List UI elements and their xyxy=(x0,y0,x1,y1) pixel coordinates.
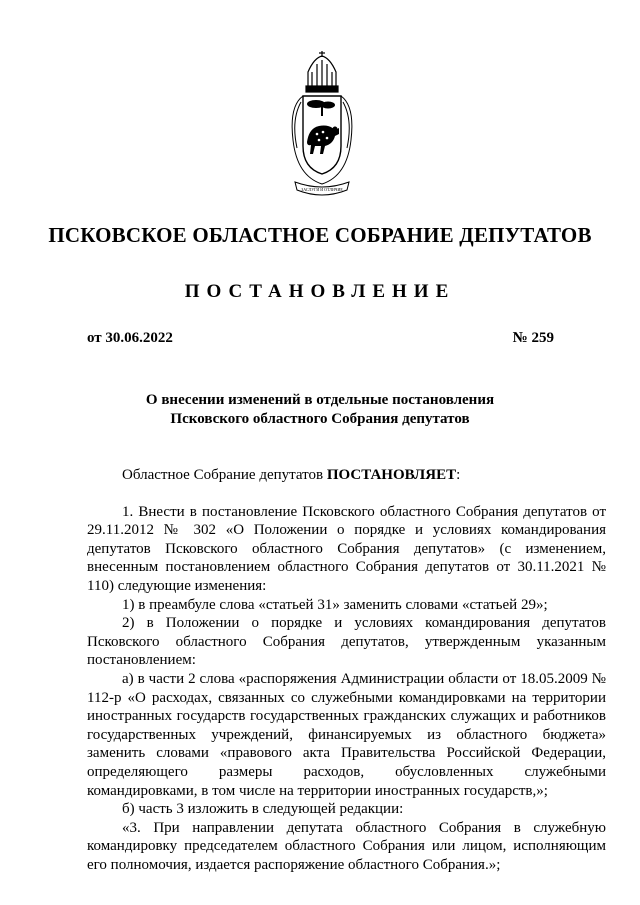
paragraph-item-a: а) в части 2 слова «распоряжения Администрации области от 18.05.2009 № 112-р «О расходах, связанных со служебными командировками на территории иностранных государств государственных гражданских служащих и работников государственных учреждений, финансируемых из областного бюджета» заменить словами «правового акта Правительства Российской Федерации, определяющего размеры расходов, обусловленных служебными командировками, в том числе на территории иностранных государств,»; xyxy=(87,670,606,799)
document-body xyxy=(87,466,606,874)
intro-text: Областное Собрание депутатов xyxy=(122,467,327,483)
paragraph-item-b: б) часть 3 изложить в следующей редакции: xyxy=(122,801,404,818)
paragraph-item-2: 2) в Положении о порядке и условиях командирования депутатов Псковского областного Собрания депутатов, утвержденным указанным постановлением: xyxy=(87,615,606,669)
organization-title: ПСКОВСКОЕ ОБЛАСТНОЕ СОБРАНИЕ ДЕПУТАТОВ xyxy=(48,223,592,247)
intro-paragraph xyxy=(87,466,606,485)
document-number: № 259 xyxy=(512,330,554,346)
document-date: от 30.06.2022 xyxy=(87,330,173,346)
coat-of-arms-icon xyxy=(283,50,361,200)
paragraph-quote-3: «3. При направлении депутата областного Собрания в служебную командировку председателем областного Собрания или лицом, исполняющим его полномочия, издается распоряжение областного Собрания.»; xyxy=(87,819,606,873)
subject-line-2: Псковского областного Собрания депутатов xyxy=(170,411,470,427)
paragraph-1: 1. Внести в постановление Псковского областного Собрания депутатов от 29.11.2012 № 302 «О Положении о порядке и условиях командирования депутатов Псковского областного Собрания депутатов» (с изменением, внесенным постановлением областного Собрания депутатов от 30.11.2021 № 110) следующие изменения: xyxy=(87,503,606,594)
svg-text:ЗАСЛУГИ И ОТЛИЧИЕ: ЗАСЛУГИ И ОТЛИЧИЕ xyxy=(301,187,343,192)
paragraph-item-1: 1) в преамбуле слова «статьей 31» заменить словами «статьей 29»; xyxy=(122,596,548,613)
document-subject xyxy=(0,391,640,429)
subject-line-1: О внесении изменений в отдельные постановления xyxy=(145,392,495,408)
intro-keyword: ПОСТАНОВЛЯЕТ xyxy=(326,467,457,483)
intro-colon: : xyxy=(456,467,461,483)
document-type: ПОСТАНОВЛЕНИЕ xyxy=(184,281,456,302)
